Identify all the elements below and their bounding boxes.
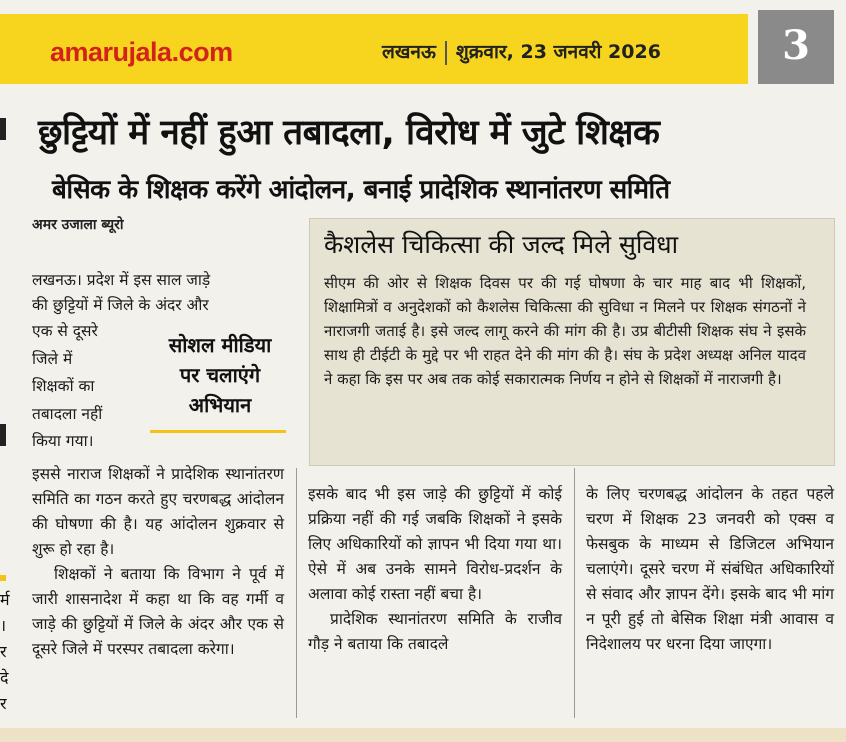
col1-lead — [32, 268, 284, 318]
paragraph: के लिए चरणबद्ध आंदोलन के तहत पहले चरण में शिक्षक 23 जनवरी को एक्स व फेसबुक के माध्यम से डिजिटल अभियान चलाएंगे। दूसरे चरण में संबंधित अधिकारियों से संवाद और ज्ञापन देंगे। इसके बाद भी मांग न पूरी हुई तो बेसिक शिक्षा मंत्री आवास व निदेशालय पर धरना दिया जाएगा। — [586, 485, 834, 653]
text-line: शिक्षकों का — [32, 377, 95, 395]
pull-quote — [150, 330, 290, 420]
col1-narrow — [32, 318, 140, 456]
paragraph: इससे नाराज शिक्षकों ने प्रादेशिक स्थानांतरण समिति का गठन करते हुए चरणबद्ध आंदोलन की घोषणा की है। यह आंदोलन शुक्रवार से शुरू हो रहा है। — [32, 465, 284, 558]
edge-fragment: । — [0, 616, 7, 635]
dateline — [382, 38, 661, 65]
pull-quote-line: पर चलाएंगे — [179, 363, 261, 387]
text-line: लखनऊ। प्रदेश में इस साल जाड़े — [32, 271, 211, 289]
date-label: शुक्रवार, 23 जनवरी 2026 — [455, 41, 661, 63]
headline: छुट्टियों में नहीं हुआ तबादला, विरोध में जुटे शिक्षक — [38, 113, 660, 153]
edge-fragment: र — [0, 694, 7, 713]
text-line: किया गया। — [32, 432, 94, 450]
byline: अमर उजाला ब्यूरो — [32, 217, 124, 233]
text-line: जिले में — [32, 349, 73, 368]
pull-quote-rule — [150, 430, 286, 433]
paragraph: इसके बाद भी इस जाड़े की छुट्टियों में कोई प्रक्रिया नहीं की गई जबकि शिक्षकों ने इसके लिए अधिकारियों को ज्ञापन भी दिया गया था। ऐसे में अब उनके सामने विरोध-प्रदर्शन के अलावा कोई रास्ता नहीं बचा है। — [308, 485, 562, 603]
pull-quote-line: अभियान — [188, 393, 252, 417]
text-line: तबादला नहीं — [32, 404, 103, 423]
col1-body — [32, 462, 284, 662]
masthead — [0, 0, 846, 96]
col3-body — [586, 482, 834, 657]
subheadline: बेसिक के शिक्षक करेंगे आंदोलन, बनाई प्रादेशिक स्थानांतरण समिति — [52, 175, 670, 205]
column-rule — [574, 468, 575, 718]
edge-fragment: र्म — [0, 590, 10, 609]
edge-fragment: दे — [0, 668, 9, 687]
edge-fragment: र — [0, 642, 7, 661]
paragraph: प्रादेशिक स्थानांतरण समिति के राजीव गौड़ ने बताया कि तबादले — [308, 610, 562, 653]
sidebar-title: कैशलेस चिकित्सा की जल्द मिले सुविधा — [324, 230, 679, 259]
edge-marker — [0, 575, 6, 581]
column-edge-mark — [0, 118, 6, 140]
column-edge-mark — [0, 424, 6, 446]
sidebar-body: सीएम की ओर से शिक्षक दिवस पर की गई घोषणा के चार माह बाद भी शिक्षकों, शिक्षामित्रों व अनुदेशकों को कैशलेस चिकित्सा की सुविधा न मिलने पर शिक्षक संगठनों ने नाराजगी जताई है। इसे जल्द लागू करने की मांग की है। उप्र बीटीसी शिक्षक संघ ने इसके साथ ही टीईटी के मुद्दे पर भी राहत देने की मांग की है। संघ के प्रदेश अध्यक्ष अनिल यादव ने कहा कि इस पर अब तक कोई सकारात्मक निर्णय न होने से शिक्षकों में नाराजगी है। — [324, 274, 806, 388]
brand-logo[interactable]: amarujala.com — [50, 37, 233, 67]
pull-quote-line: सोशल मीडिया — [168, 333, 272, 357]
next-article-strip — [0, 728, 846, 742]
city-label: लखनऊ — [382, 41, 436, 63]
col2-body — [308, 482, 562, 657]
dateline-divider — [445, 41, 447, 65]
page-number: 3 — [782, 22, 810, 69]
column-rule — [296, 468, 297, 718]
page-number-box — [758, 10, 834, 84]
text-line: की छुट्टियों में जिले के अंदर और — [32, 296, 209, 314]
sidebar-box — [309, 218, 835, 466]
text-line: एक से दूसरे — [32, 322, 98, 340]
paragraph: शिक्षकों ने बताया कि विभाग ने पूर्व में जारी शासनादेश में कहा था कि वह गर्मी व जाड़े की छुट्टियों में जिले के अंदर और एक से दूसरे जिले में परस्पर तबादला करेगा। — [32, 565, 284, 658]
